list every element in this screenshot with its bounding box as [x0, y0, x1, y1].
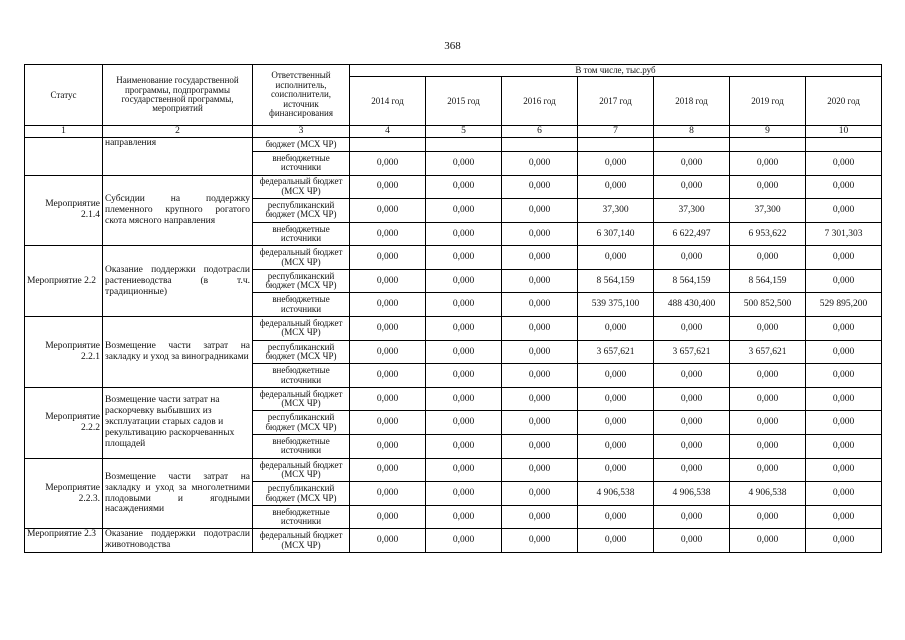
value-cell: 0,000 [350, 482, 426, 506]
value-cell: 0,000 [426, 175, 502, 199]
value-cell: 8 564,159 [654, 269, 730, 293]
column-number: 4 [350, 126, 426, 138]
value-cell: 0,000 [578, 435, 654, 459]
header-year: 2015 год [426, 77, 502, 126]
funding-source: федеральный бюджет (МСХ ЧР) [253, 175, 350, 199]
status-cell: Мероприятие 2.2.1 [25, 317, 103, 388]
value-cell: 0,000 [350, 529, 426, 553]
value-cell: 0,000 [654, 175, 730, 199]
value-cell: 0,000 [502, 340, 578, 364]
value-cell: 0,000 [350, 317, 426, 341]
value-cell: 0,000 [806, 199, 882, 223]
value-cell: 0,000 [426, 317, 502, 341]
value-cell: 0,000 [502, 411, 578, 435]
value-cell: 0,000 [502, 293, 578, 317]
value-cell: 0,000 [578, 246, 654, 270]
value-cell: 0,000 [426, 458, 502, 482]
header-year: 2017 год [578, 77, 654, 126]
value-cell: 0,000 [350, 175, 426, 199]
value-cell: 37,300 [654, 199, 730, 223]
header-year: 2020 год [806, 77, 882, 126]
funding-source: федеральный бюджет (МСХ ЧР) [253, 458, 350, 482]
value-cell: 0,000 [730, 364, 806, 388]
value-cell: 0,000 [426, 411, 502, 435]
value-cell: 3 657,621 [654, 340, 730, 364]
column-number: 6 [502, 126, 578, 138]
funding-source: республиканский бюджет (МСХ ЧР) [253, 199, 350, 223]
value-cell: 0,000 [350, 293, 426, 317]
activity-name: направления [103, 137, 253, 175]
value-cell: 0,000 [654, 317, 730, 341]
column-number: 7 [578, 126, 654, 138]
page-number: 368 [444, 40, 461, 52]
value-cell [654, 137, 730, 151]
value-cell: 0,000 [426, 151, 502, 175]
value-cell: 0,000 [426, 482, 502, 506]
value-cell: 0,000 [806, 411, 882, 435]
value-cell: 0,000 [806, 529, 882, 553]
funding-source: внебюджетные источники [253, 222, 350, 246]
value-cell: 0,000 [730, 151, 806, 175]
value-cell: 8 564,159 [578, 269, 654, 293]
value-cell: 6 622,497 [654, 222, 730, 246]
value-cell: 8 564,159 [730, 269, 806, 293]
value-cell: 488 430,400 [654, 293, 730, 317]
column-number: 9 [730, 126, 806, 138]
value-cell: 0,000 [730, 435, 806, 459]
funding-source: республиканский бюджет (МСХ ЧР) [253, 482, 350, 506]
value-cell: 0,000 [806, 317, 882, 341]
value-cell: 0,000 [426, 435, 502, 459]
value-cell: 0,000 [578, 175, 654, 199]
table-row [25, 246, 882, 270]
value-cell: 0,000 [730, 529, 806, 553]
value-cell: 4 906,538 [654, 482, 730, 506]
value-cell: 0,000 [426, 529, 502, 553]
value-cell: 0,000 [730, 387, 806, 411]
value-cell: 0,000 [806, 435, 882, 459]
value-cell: 0,000 [350, 364, 426, 388]
table-row [25, 458, 882, 482]
value-cell: 0,000 [426, 340, 502, 364]
value-cell: 0,000 [654, 458, 730, 482]
value-cell: 0,000 [730, 246, 806, 270]
value-cell: 0,000 [730, 411, 806, 435]
value-cell: 0,000 [806, 482, 882, 506]
value-cell: 0,000 [654, 411, 730, 435]
value-cell: 500 852,500 [730, 293, 806, 317]
value-cell: 4 906,538 [730, 482, 806, 506]
value-cell: 0,000 [578, 387, 654, 411]
value-cell: 37,300 [578, 199, 654, 223]
table-row [25, 317, 882, 341]
value-cell: 0,000 [578, 529, 654, 553]
value-cell: 0,000 [730, 175, 806, 199]
column-number: 1 [25, 126, 103, 138]
value-cell [806, 137, 882, 151]
table-row [25, 529, 882, 553]
value-cell: 0,000 [654, 505, 730, 529]
table-row [25, 137, 882, 151]
value-cell: 539 375,100 [578, 293, 654, 317]
value-cell: 0,000 [806, 505, 882, 529]
value-cell: 3 657,621 [578, 340, 654, 364]
value-cell: 0,000 [578, 505, 654, 529]
value-cell: 0,000 [806, 364, 882, 388]
value-cell [578, 137, 654, 151]
value-cell: 0,000 [502, 482, 578, 506]
activity-name: Возмещение части затрат на закладку и уход за многолетними плодовыми и ягодными насаждениями [103, 458, 253, 529]
value-cell: 0,000 [578, 317, 654, 341]
column-number: 8 [654, 126, 730, 138]
status-cell: Мероприятие 2.2.2 [25, 387, 103, 458]
value-cell: 0,000 [806, 387, 882, 411]
activity-name: Возмещение части затрат на закладку и уход за виноградниками [103, 317, 253, 388]
value-cell: 3 657,621 [730, 340, 806, 364]
value-cell: 0,000 [502, 505, 578, 529]
value-cell [730, 137, 806, 151]
value-cell: 0,000 [654, 435, 730, 459]
value-cell: 0,000 [426, 387, 502, 411]
column-number: 10 [806, 126, 882, 138]
funding-source: внебюджетные источники [253, 151, 350, 175]
funding-source: федеральный бюджет (МСХ ЧР) [253, 317, 350, 341]
column-number: 3 [253, 126, 350, 138]
value-cell: 0,000 [654, 151, 730, 175]
value-cell: 0,000 [350, 222, 426, 246]
header-year: 2016 год [502, 77, 578, 126]
status-cell: Мероприятие 2.3 [25, 529, 103, 553]
value-cell [350, 137, 426, 151]
value-cell: 0,000 [502, 175, 578, 199]
value-cell: 529 895,200 [806, 293, 882, 317]
value-cell: 0,000 [730, 317, 806, 341]
value-cell: 0,000 [806, 246, 882, 270]
value-cell [502, 137, 578, 151]
value-cell: 0,000 [350, 435, 426, 459]
funding-source: внебюджетные источники [253, 435, 350, 459]
value-cell: 0,000 [806, 340, 882, 364]
header-year: 2014 год [350, 77, 426, 126]
value-cell: 0,000 [578, 151, 654, 175]
activity-name: Возмещение части затрат на раскорчевку выбывших из эксплуатации старых садов и рекультивацию раскорчеванных площадей [103, 387, 253, 458]
value-cell: 0,000 [502, 458, 578, 482]
value-cell: 0,000 [806, 269, 882, 293]
funding-source: республиканский бюджет (МСХ ЧР) [253, 269, 350, 293]
value-cell: 0,000 [502, 364, 578, 388]
value-cell: 0,000 [578, 411, 654, 435]
value-cell: 0,000 [426, 269, 502, 293]
value-cell: 4 906,538 [578, 482, 654, 506]
value-cell: 0,000 [502, 529, 578, 553]
value-cell: 0,000 [806, 458, 882, 482]
value-cell: 0,000 [350, 269, 426, 293]
value-cell: 0,000 [502, 151, 578, 175]
status-cell: Мероприятие 2.2 [25, 246, 103, 317]
column-number: 5 [426, 126, 502, 138]
status-cell [25, 137, 103, 175]
funding-source: федеральный бюджет (МСХ ЧР) [253, 387, 350, 411]
value-cell: 0,000 [350, 411, 426, 435]
value-cell: 0,000 [654, 529, 730, 553]
header-name: Наименование государственной программы, подпрограммы государственной программы, мероприятий [103, 65, 253, 126]
value-cell: 0,000 [426, 505, 502, 529]
value-cell: 0,000 [502, 269, 578, 293]
activity-name: Оказание поддержки подотрасли растениеводства (в т.ч. традиционные) [103, 246, 253, 317]
value-cell: 0,000 [654, 364, 730, 388]
funding-source: внебюджетные источники [253, 505, 350, 529]
header-responsible: Ответственный исполнитель, соисполнители, источник финансирования [253, 65, 350, 126]
header-year: 2019 год [730, 77, 806, 126]
column-number: 2 [103, 126, 253, 138]
status-cell: Мероприятие 2.2.3. [25, 458, 103, 529]
value-cell: 0,000 [426, 199, 502, 223]
table-row [25, 387, 882, 411]
value-cell: 0,000 [806, 175, 882, 199]
value-cell: 0,000 [350, 458, 426, 482]
value-cell: 0,000 [502, 317, 578, 341]
activity-name: Оказание поддержки подотрасли животноводства [103, 529, 253, 553]
value-cell: 0,000 [578, 364, 654, 388]
status-cell: Мероприятие 2.1.4 [25, 175, 103, 246]
funding-source: республиканский бюджет (МСХ ЧР) [253, 340, 350, 364]
value-cell: 7 301,303 [806, 222, 882, 246]
value-cell: 0,000 [426, 222, 502, 246]
value-cell: 0,000 [502, 222, 578, 246]
value-cell: 0,000 [426, 246, 502, 270]
value-cell: 6 953,622 [730, 222, 806, 246]
value-cell: 0,000 [350, 387, 426, 411]
header-group: В том числе, тыс.руб [350, 65, 882, 77]
value-cell: 0,000 [350, 340, 426, 364]
value-cell: 0,000 [350, 505, 426, 529]
funding-source: республиканский бюджет (МСХ ЧР) [253, 411, 350, 435]
value-cell: 6 307,140 [578, 222, 654, 246]
value-cell: 0,000 [502, 246, 578, 270]
funding-source: федеральный бюджет (МСХ ЧР) [253, 529, 350, 553]
value-cell: 0,000 [730, 458, 806, 482]
value-cell: 0,000 [502, 199, 578, 223]
value-cell: 0,000 [502, 435, 578, 459]
value-cell: 0,000 [654, 246, 730, 270]
value-cell: 0,000 [426, 293, 502, 317]
value-cell: 0,000 [578, 458, 654, 482]
value-cell: 0,000 [654, 387, 730, 411]
funding-source: внебюджетные источники [253, 293, 350, 317]
header-year: 2018 год [654, 77, 730, 126]
value-cell: 37,300 [730, 199, 806, 223]
header-status: Статус [25, 65, 103, 126]
value-cell: 0,000 [806, 151, 882, 175]
funding-source: бюджет (МСХ ЧР) [253, 137, 350, 151]
value-cell: 0,000 [730, 505, 806, 529]
value-cell: 0,000 [502, 387, 578, 411]
value-cell: 0,000 [426, 364, 502, 388]
value-cell: 0,000 [350, 151, 426, 175]
value-cell: 0,000 [350, 246, 426, 270]
funding-source: федеральный бюджет (МСХ ЧР) [253, 246, 350, 270]
budget-table [24, 64, 882, 553]
activity-name: Субсидии на поддержку племенного крупного рогатого скота мясного направления [103, 175, 253, 246]
value-cell [426, 137, 502, 151]
table-row [25, 175, 882, 199]
value-cell: 0,000 [350, 199, 426, 223]
funding-source: внебюджетные источники [253, 364, 350, 388]
